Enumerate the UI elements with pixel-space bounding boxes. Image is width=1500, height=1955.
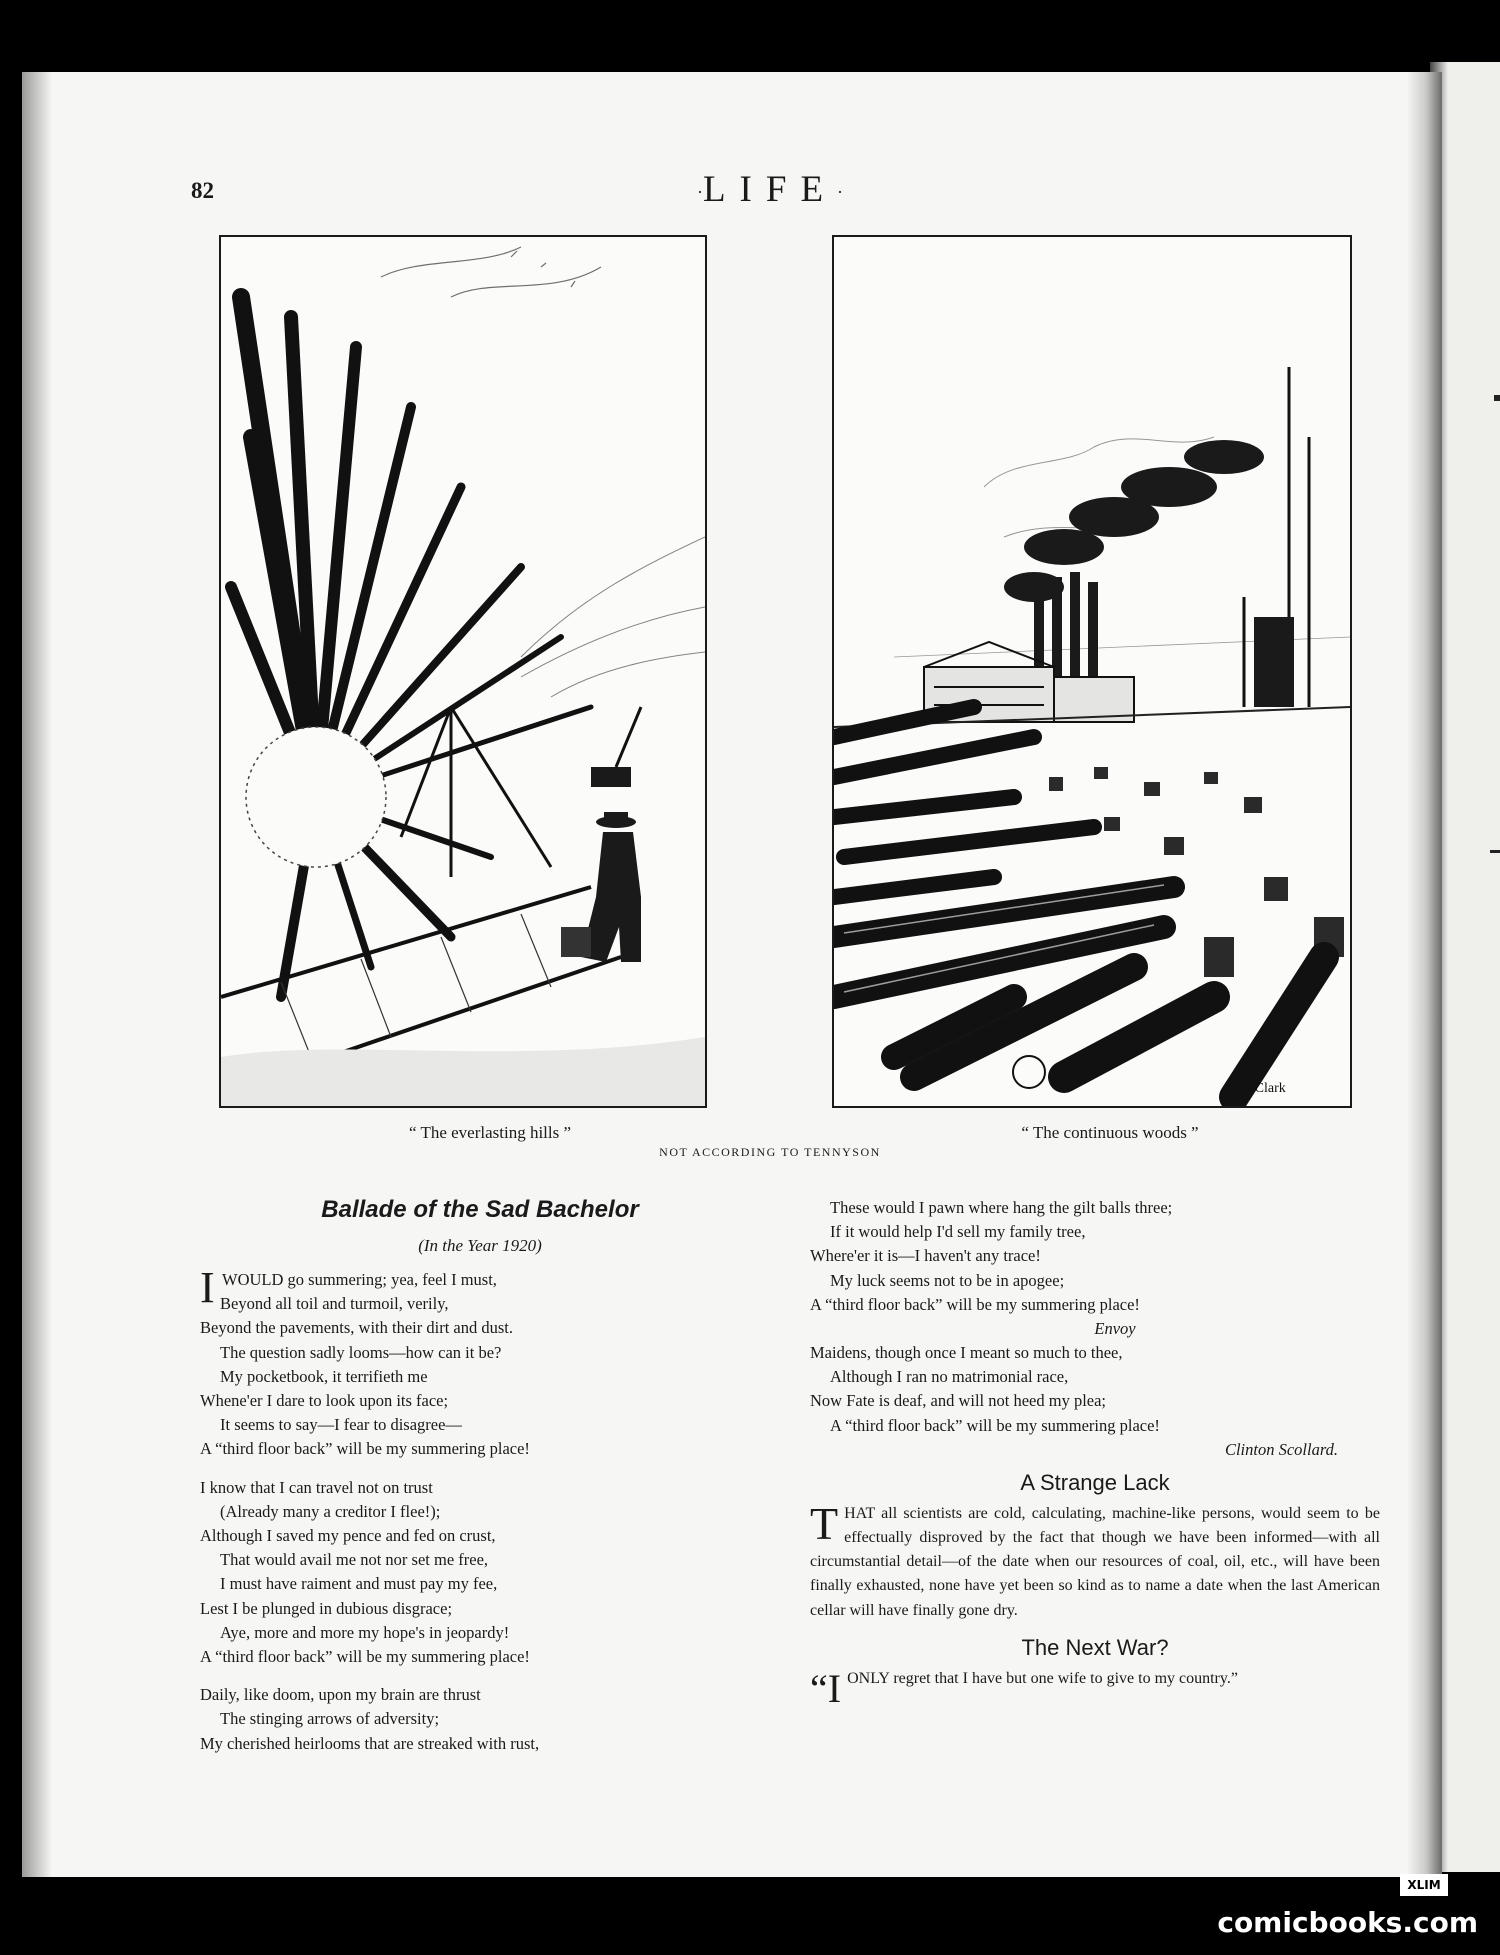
illustration-title: NOT ACCORDING TO TENNYSON <box>659 1145 881 1159</box>
masthead: ·LIFE· <box>696 169 844 210</box>
right-column <box>810 1196 1380 1709</box>
envoy-title: Envoy <box>1094 1319 1136 1339</box>
poem-line: Where'er it is—I haven't any trace! <box>810 1246 1041 1266</box>
illustration-everlasting-hills <box>219 235 707 1108</box>
masthead-text: LIFE <box>702 169 838 210</box>
poem-line: I must have raiment and must pay my fee, <box>220 1574 498 1594</box>
explosion-drawing <box>221 237 705 1106</box>
poem-line: The question sadly looms—how can it be? <box>220 1342 502 1362</box>
dropcap: T <box>810 1497 839 1549</box>
left-column <box>200 1263 700 1756</box>
next-war-body: “IONLY regret that I have but one wife to give to my country.” <box>810 1665 1238 1711</box>
dropcap: “I <box>810 1665 842 1711</box>
poem-line: I WOULD go summering; yea, feel I must, <box>200 1263 497 1312</box>
illustration-continuous-woods <box>832 235 1352 1108</box>
poem-line: My cherished heirlooms that are streaked with rust, <box>200 1733 540 1753</box>
poem-line: Although I saved my pence and fed on crust, <box>200 1526 496 1546</box>
page-gutter <box>1407 72 1442 1877</box>
poem-line: These would I pawn where hang the gilt balls three; <box>830 1198 1173 1217</box>
poem-line: Beyond all toil and turmoil, verily, <box>220 1294 449 1314</box>
strange-lack-heading: A Strange Lack <box>1020 1469 1170 1495</box>
logging-drawing <box>834 237 1350 1106</box>
page-tag: XLIM <box>1400 1874 1448 1896</box>
caption-left: “ The everlasting hills ” <box>408 1123 572 1142</box>
poem-line: The stinging arrows of adversity; <box>220 1709 440 1729</box>
dropcap: I <box>200 1263 215 1312</box>
poem-line: Although I ran no matrimonial race, <box>830 1367 1069 1387</box>
poem-line: Now Fate is deaf, and will not heed my plea; <box>810 1391 1107 1411</box>
poem-line: Daily, like doom, upon my brain are thrust <box>200 1685 481 1705</box>
next-war-heading: The Next War? <box>1021 1634 1169 1660</box>
poem-line: Lest I be plunged in dubious disgrace; <box>200 1598 453 1618</box>
poem-subtitle: (In the Year 1920) <box>418 1236 542 1255</box>
poem-line: Whene'er I dare to look upon its face; <box>200 1391 449 1411</box>
poem-line: I know that I can travel not on trust <box>200 1477 433 1497</box>
page-mark <box>1490 850 1500 853</box>
poem-line: It seems to say—I fear to disagree— <box>220 1415 462 1435</box>
caption-right: “ The continuous woods ” <box>1021 1123 1199 1142</box>
poem-title: Ballade of the Sad Bachelor <box>321 1196 639 1223</box>
poem-line: (Already many a creditor I flee!); <box>220 1501 441 1521</box>
poem-line: My luck seems not to be in apogee; <box>830 1270 1065 1290</box>
strange-lack-body: THAT all scientists are cold, calculating, machine-like persons, would seem to be effectually disproved by the fact that though we have been informed—with all circumstantial detail—of the date when our resources of coal, oil, etc., will have been finally exhausted, none have yet been so kind as to name a date when the last American cellar will have finally gone dry. <box>810 1497 1380 1619</box>
poem-author: Clinton Scollard. <box>1224 1439 1338 1459</box>
watermark: comicbooks.com <box>1217 1906 1478 1939</box>
page-number: 82 <box>191 178 214 203</box>
poem-refrain: A “third floor back” will be my summering place! <box>200 1647 530 1667</box>
artist-signature: E.N.Clark <box>1229 1081 1286 1096</box>
poem-line: Beyond the pavements, with their dirt and dust. <box>200 1318 513 1338</box>
page-mark <box>1494 395 1500 401</box>
page-binding-shadow <box>22 72 52 1877</box>
poem-line: If it would help I'd sell my family tree, <box>830 1222 1086 1242</box>
poem-line: Aye, more and more my hope's in jeopardy! <box>220 1622 510 1642</box>
poem-line: That would avail me not nor set me free, <box>220 1550 489 1570</box>
poem-line: My pocketbook, it terrifieth me <box>220 1366 428 1386</box>
poem-refrain: A “third floor back” will be my summering place! <box>200 1439 530 1459</box>
poem-line: Maidens, though once I meant so much to thee, <box>810 1343 1123 1363</box>
poem-refrain: A “third floor back” will be my summering place! <box>810 1294 1140 1314</box>
tower-building <box>1254 617 1294 707</box>
poem-refrain: A “third floor back” will be my summering place! <box>830 1415 1160 1435</box>
